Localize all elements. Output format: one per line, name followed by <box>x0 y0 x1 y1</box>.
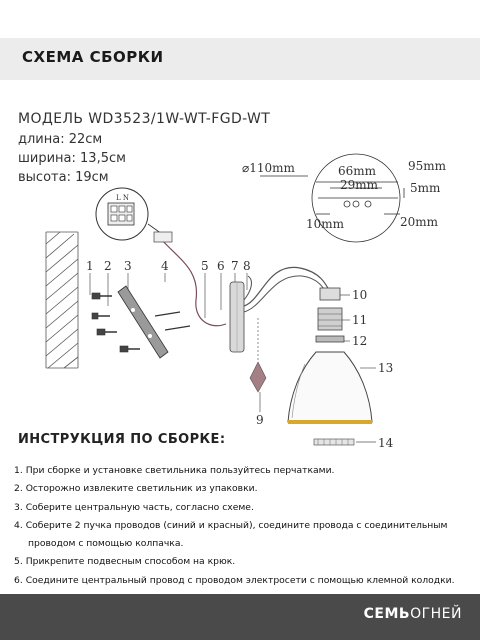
dim-10: 10mm <box>306 217 345 231</box>
terminal-detail <box>96 188 162 240</box>
step-text: Соберите центральную часть, согласно схеме. <box>25 501 254 513</box>
socket-holder <box>316 288 344 342</box>
assembly-diagram <box>0 140 480 460</box>
step-text: Осторожно извлеките светильник из упаковки. <box>25 483 258 495</box>
step-text: Соедините центральный провод с проводом электросети с помощью клемной колодки. <box>25 574 455 586</box>
dim-95: 95mm <box>408 159 447 173</box>
part-label-3: 3 <box>124 259 132 273</box>
step-text: Соберите 2 пучка проводов (синий и красный), соедините провода с соединительным <box>25 519 448 531</box>
part-label-4: 4 <box>161 259 169 273</box>
part-label-9: 9 <box>256 413 264 427</box>
instructions-list <box>14 462 474 590</box>
instruction-step-5 <box>14 553 474 571</box>
step-text: При сборке и установке светильника пользуйтесь перчатками. <box>25 465 335 476</box>
dim-29: 29mm <box>340 178 379 192</box>
svg-text:L N: L N <box>116 194 129 202</box>
brand-name-bold: СЕМЬ <box>363 606 411 622</box>
instruction-step-6 <box>14 572 474 590</box>
spec-height: высота: 19см <box>18 170 109 185</box>
page-title: СХЕМА СБОРКИ <box>22 48 164 66</box>
canopy <box>230 282 244 352</box>
footer-bar <box>0 594 480 640</box>
dim-5: 5mm <box>410 181 441 195</box>
step-number: 1. <box>14 465 23 476</box>
wall-hatching <box>46 232 78 368</box>
instructions-title: ИНСТРУКЦИЯ ПО СБОРКЕ: <box>18 432 226 447</box>
part-label-12: 12 <box>352 334 368 348</box>
brand-name-light: ОГНЕЙ <box>410 606 462 622</box>
header-bar <box>0 38 480 80</box>
lamp-arm <box>244 267 330 306</box>
model-name: МОДЕЛЬ WD3523/1W-WT-FGD-WT <box>18 111 271 127</box>
crystal-pendant <box>250 318 266 392</box>
step-number: 2. <box>14 483 23 495</box>
instruction-step-4-continuation: проводом с помощью колпачка. <box>28 538 184 550</box>
instruction-step-1 <box>14 462 474 480</box>
part-label-5: 5 <box>201 259 209 273</box>
part-label-14: 14 <box>378 436 394 450</box>
spec-length: длина: 22см <box>18 132 103 147</box>
dim-diameter: ⌀110mm <box>242 161 295 175</box>
bulb-part <box>314 439 354 445</box>
part-label-6: 6 <box>217 259 225 273</box>
part-label-8: 8 <box>243 259 251 273</box>
brand-logo <box>364 606 462 622</box>
dim-66: 66mm <box>338 164 377 178</box>
part-label-1: 1 <box>86 259 94 273</box>
instruction-step-2 <box>14 480 474 498</box>
glass-shade <box>288 352 372 424</box>
part-label-13: 13 <box>378 361 394 375</box>
spec-width: ширина: 13,5см <box>18 151 126 166</box>
step-number: 5. <box>14 556 23 568</box>
part-label-11: 11 <box>352 313 368 327</box>
instruction-step-4 <box>14 517 474 535</box>
part-label-2: 2 <box>104 259 112 273</box>
step-number: 4. <box>14 519 23 531</box>
step-number: 3. <box>14 501 23 513</box>
part-label-7: 7 <box>231 259 239 273</box>
step-text: Прикрепите подвесным способом на крюк. <box>25 556 236 568</box>
instruction-step-3 <box>14 499 474 517</box>
step-number: 6. <box>14 574 23 586</box>
dim-20: 20mm <box>400 215 439 229</box>
part-label-10: 10 <box>352 288 368 302</box>
